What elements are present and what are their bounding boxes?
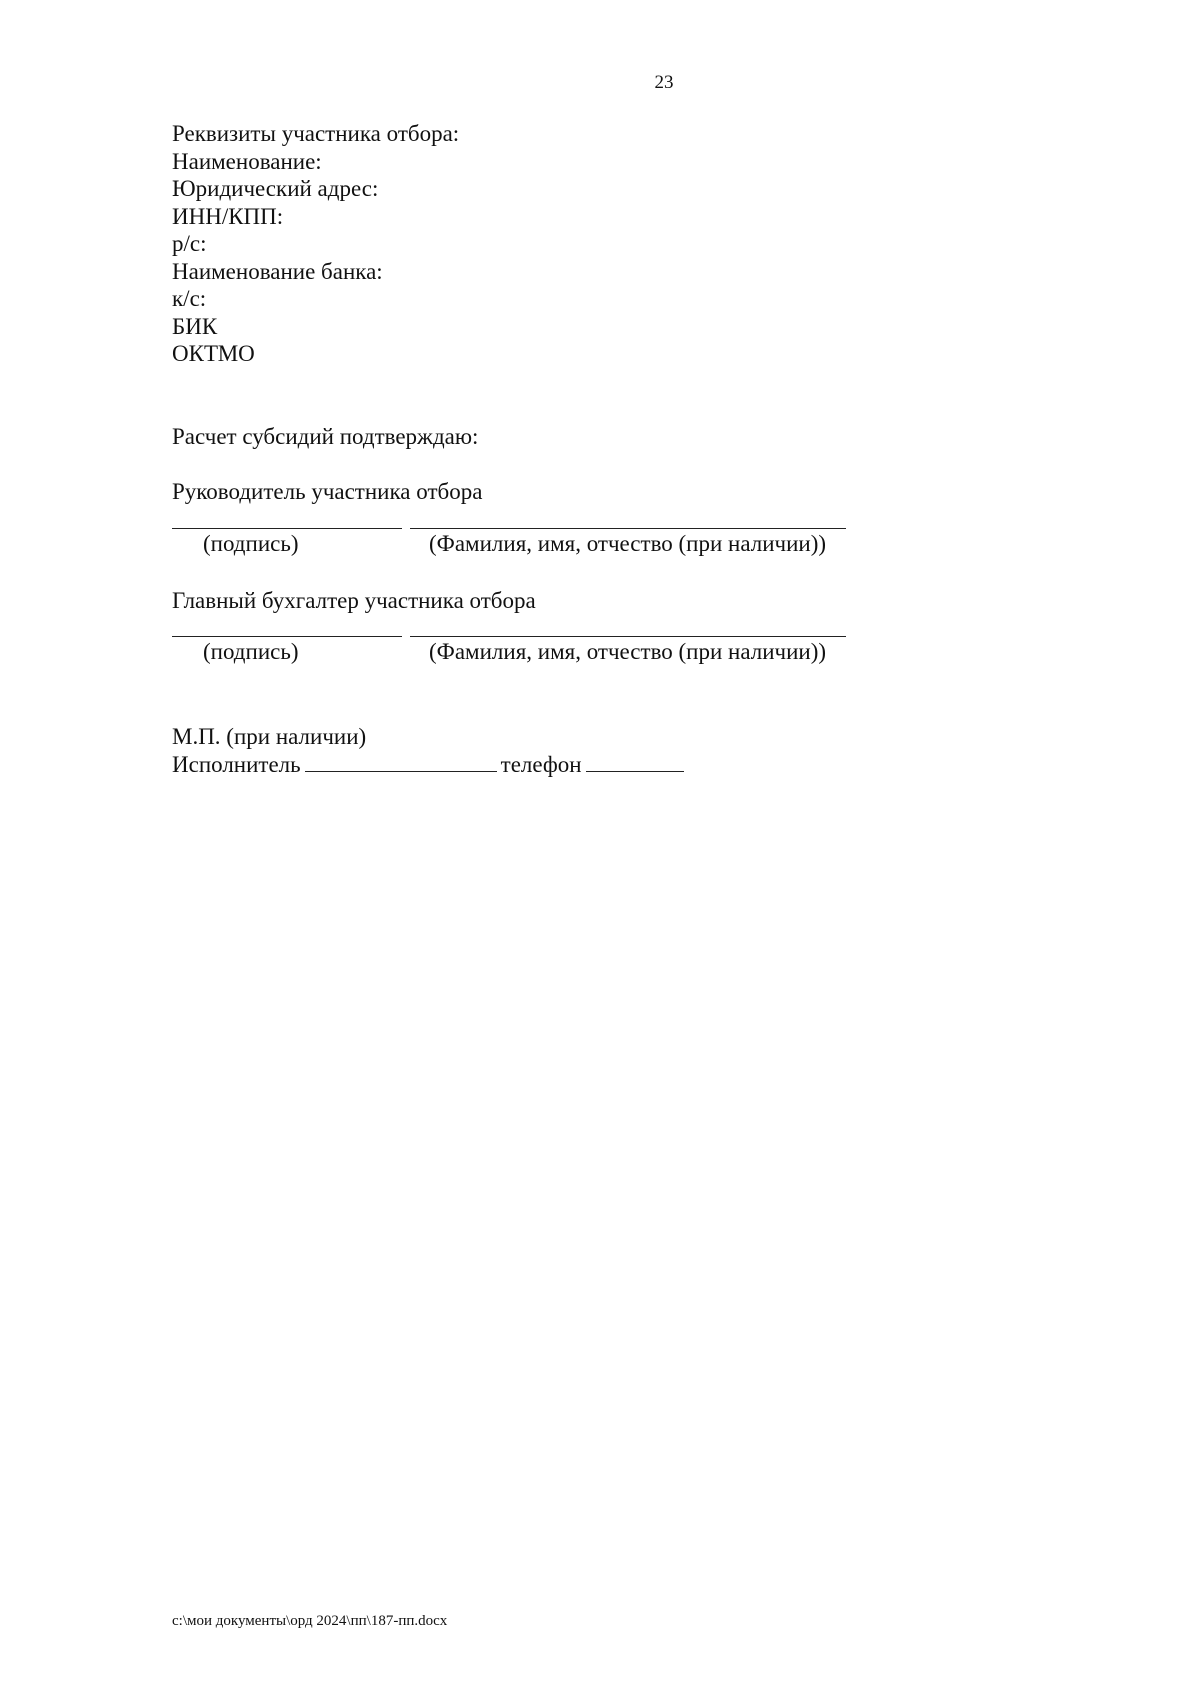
requisite-bank-name: Наименование банка: [172, 258, 383, 284]
requisites-heading: Реквизиты участника отбора: [172, 121, 460, 146]
requisite-correspondent-account: к/с: [172, 286, 207, 311]
executor-blank [305, 753, 497, 772]
head-signature-caption: (подпись) [203, 530, 299, 556]
executor-label: Исполнитель [172, 751, 301, 777]
head-signature-captions [172, 530, 1032, 560]
stamp-note: М.П. (при наличии) [172, 724, 367, 749]
spacer [172, 368, 1032, 423]
requisite-inn-kpp: ИНН/КПП: [172, 203, 284, 229]
executor-line [172, 751, 1032, 779]
head-signature-lines [172, 506, 1032, 533]
accountant-name-caption: (Фамилия, имя, отчество (при наличии)) [429, 639, 827, 664]
requisite-name: Наименование: [172, 148, 322, 174]
head-signature-line [172, 528, 402, 529]
requisite-settlement-account: р/с: [172, 231, 207, 256]
phone-label: телефон [500, 751, 582, 777]
accountant-signature-lines [172, 614, 1032, 641]
accountant-signature-captions [172, 641, 1032, 668]
accountant-name-line [410, 636, 846, 637]
head-name-line [410, 528, 846, 529]
accountant-signature-line [172, 636, 402, 637]
footer-file-path: c:\мои документы\орд 2024\пп\187-пп.docx [172, 1613, 448, 1629]
spacer [172, 450, 1032, 478]
page-number: 23 [654, 72, 674, 93]
phone-blank [586, 753, 684, 772]
spacer [172, 668, 1032, 723]
accountant-title: Главный бухгалтер участника отбора [172, 587, 536, 613]
head-name-caption: (Фамилия, имя, отчество (при наличии)) [429, 530, 827, 556]
head-title: Руководитель участника отбора [172, 479, 483, 504]
requisite-legal-address: Юридический адрес: [172, 176, 379, 201]
spacer [172, 560, 1032, 587]
accountant-signature-caption: (подпись) [203, 639, 299, 664]
requisite-bik: БИК [172, 313, 218, 339]
requisite-oktmo: ОКТМО [172, 341, 255, 366]
document-body [172, 120, 1032, 778]
confirmation-text: Расчет субсидий подтверждаю: [172, 423, 479, 449]
